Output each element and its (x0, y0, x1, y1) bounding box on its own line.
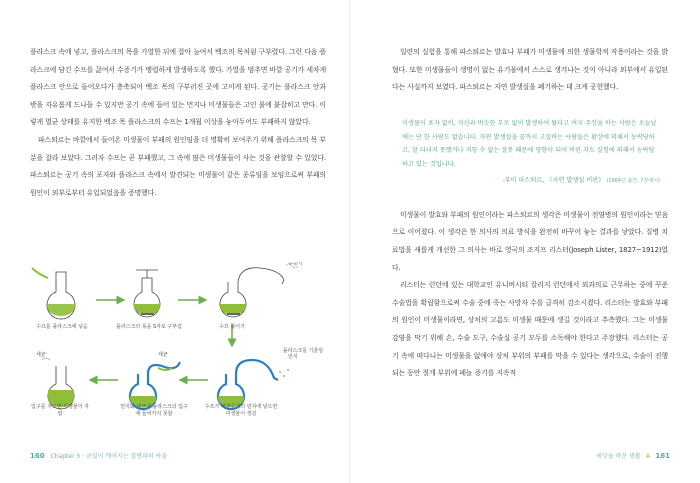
right-paragraph-1: 일련의 실험을 통해 파스퇴르는 발효나 부패가 미생물에 의한 생물학적 작용이라는 것을 밝혔다. 또한 미생물들이 생명이 없는 유기물에서 스스로 생겨나는 것이 아니라 외부에서 유입된다는 사실까지 보였다. 파스퇴르는 자연 발생설을 폐기하는 데 크게 공헌했다. (392, 48, 668, 92)
label-bacteria-2: 세균 (36, 352, 46, 358)
left-page-number: 160 (30, 452, 45, 460)
right-page-text (392, 44, 668, 383)
pasteur-quote (402, 117, 660, 189)
label-bacteria-1: 세균 (158, 352, 168, 358)
flask-step-1 (32, 268, 75, 319)
flask-step-3 (220, 264, 298, 317)
book-gutter (349, 0, 351, 483)
left-paragraph-2: 파스퇴르는 바깥에서 들어온 미생물이 부패의 원인임을 더 명확히 보여주기 위해 플라스크의 목 부분을 잘라 보았다. 그러자 수프는 곧 부패했고, 그 속에 많은 미생물들이 사는 것을 관찰할 수 있었다. 파스퇴르는 공기 속의 포자와 플라스크 속에서 발견되는 미생물이 같은 종류임을 보임으로써 부패의 원인이 외부로부터 유입되었음을 증명했다. (30, 135, 326, 197)
flask-step-4 (218, 360, 289, 409)
label-steam: 수증기 (288, 262, 303, 267)
right-paragraph-3: 리스터는 런던에 있는 대학교인 유니버시티 칼리지 런던에서 외과의로 근무하는 중에 꾸준 수술법을 확립함으로써 수술 중에 죽는 사망자 수를 급격히 감소시켰다. 리스터는 발효와 부패의 원인이 미생물이라면, 상처의 고름도 미생물 때문에 생길 것이라고 추측했다. 그는 미생물 감염을 막기 위해 손, 수술 도구, 수술실 공기 모두를 소독해야 한다고 주장했다. 리스터는 공기 속에 떠다니는 미생물을 없애야 상처 부위의 부패를 막을 수 있다는 생각으로, 수술이 진행되는 동안 절개 부위에 페놀 증기를 지속적 (392, 281, 668, 378)
right-footer (596, 451, 670, 460)
label-dust: 먼지 (288, 354, 298, 360)
dna-icon: ✲ (645, 453, 651, 460)
quote-source-note: (1864년 출간, 7장에서) (606, 177, 660, 184)
quote-text: 미생물이 포자 없이, 자신과 비슷한 부모 없이 발생하여 왔다고 여지 주장을 하는 사람은 오늘날에는 단 한 사람도 없습니다. 자연 발생설을 끝까지 고집하는 사람들은 환상에 의해서 농락당하고, 잘 다녀지 못했거나 저항 수 없는 잘못 때문에 영향이 되어 버린 지도 실험에 의해서 농락당하고 있는 것입니다. (402, 119, 657, 169)
flask-step-5 (130, 362, 180, 409)
pasteur-experiment-figure (30, 262, 326, 417)
left-page-text (30, 44, 326, 202)
quote-source (402, 174, 660, 189)
caption-step-3: 수프 끓이기 (219, 324, 245, 330)
left-footer (30, 451, 167, 460)
right-page-number: 161 (655, 452, 670, 460)
right-paragraph-2: 미생물이 발효와 부패의 원인이라는 파스퇴르의 생각은 미생물이 전염병의 원인이라는 믿음으로 이어졌다. 이 생각은 한 의사의 의료 방식을 완전히 바꾸어 놓는 결과를 낳았다. 질병 치료법을 새롭게 개선한 그 의사는 바로 영국의 조지프 리스터(Joseph Lister, 1827~1912)였다. (392, 210, 668, 272)
flask-step-2 (134, 270, 160, 317)
quote-source-title: -루이 파스퇴르, 《자연 발생설 비판》 (502, 176, 605, 184)
left-paragraph-1: 플라스크 속에 넣고, 플라스크의 목을 가열한 뒤에 잡아 늘여서 백조의 목처럼 구부렸다. 그런 다음 플라스크에 담긴 수프를 끓여서 수증기가 맹렬하게 발생하도록 했다. 가열을 멈추면 바깥 공기가 세차게 플라스크 안으로 들어오다가 충축되어 백조 목의 구부러진 곳에 고이게 된다. 공기는 플라스크 안과 밖을 자유롭게 드나들 수 있지만 공기 속에 들어 있는 먼지나 미생물들은 고인 물에 붙잡히고 만다. 이렇게 멸균 상태를 유지한 백조 목 플라스크의 수프는 1개월 이상을 놓아두어도 부패하지 않았다. (30, 48, 326, 127)
caption-step-1: 수프를 플라스크에 넣음 (36, 324, 88, 330)
caption-step-6: 먼지와 세균이 플라스크의 입구에 들어가지 못함 (120, 404, 188, 417)
caption-step-7: 입구를 자르면 미생물이 자람 (31, 404, 89, 417)
caption-step-4: 플라스크를 기울임 (282, 348, 324, 354)
left-chapter-title: Chapter 5 · 균질이 깨어지는 질병과의 싸움 (50, 453, 168, 460)
right-section-title: 세상을 바꾼 생활 (596, 453, 641, 460)
caption-step-5: 수프가 바깥공기의 먼지에 닿으면 미생물이 생김 (204, 404, 278, 417)
caption-step-2: 플라스크의 목을 S자로 구부림 (116, 324, 182, 330)
swan-neck-flask-diagram (30, 262, 326, 412)
flask-step-6 (42, 358, 74, 409)
